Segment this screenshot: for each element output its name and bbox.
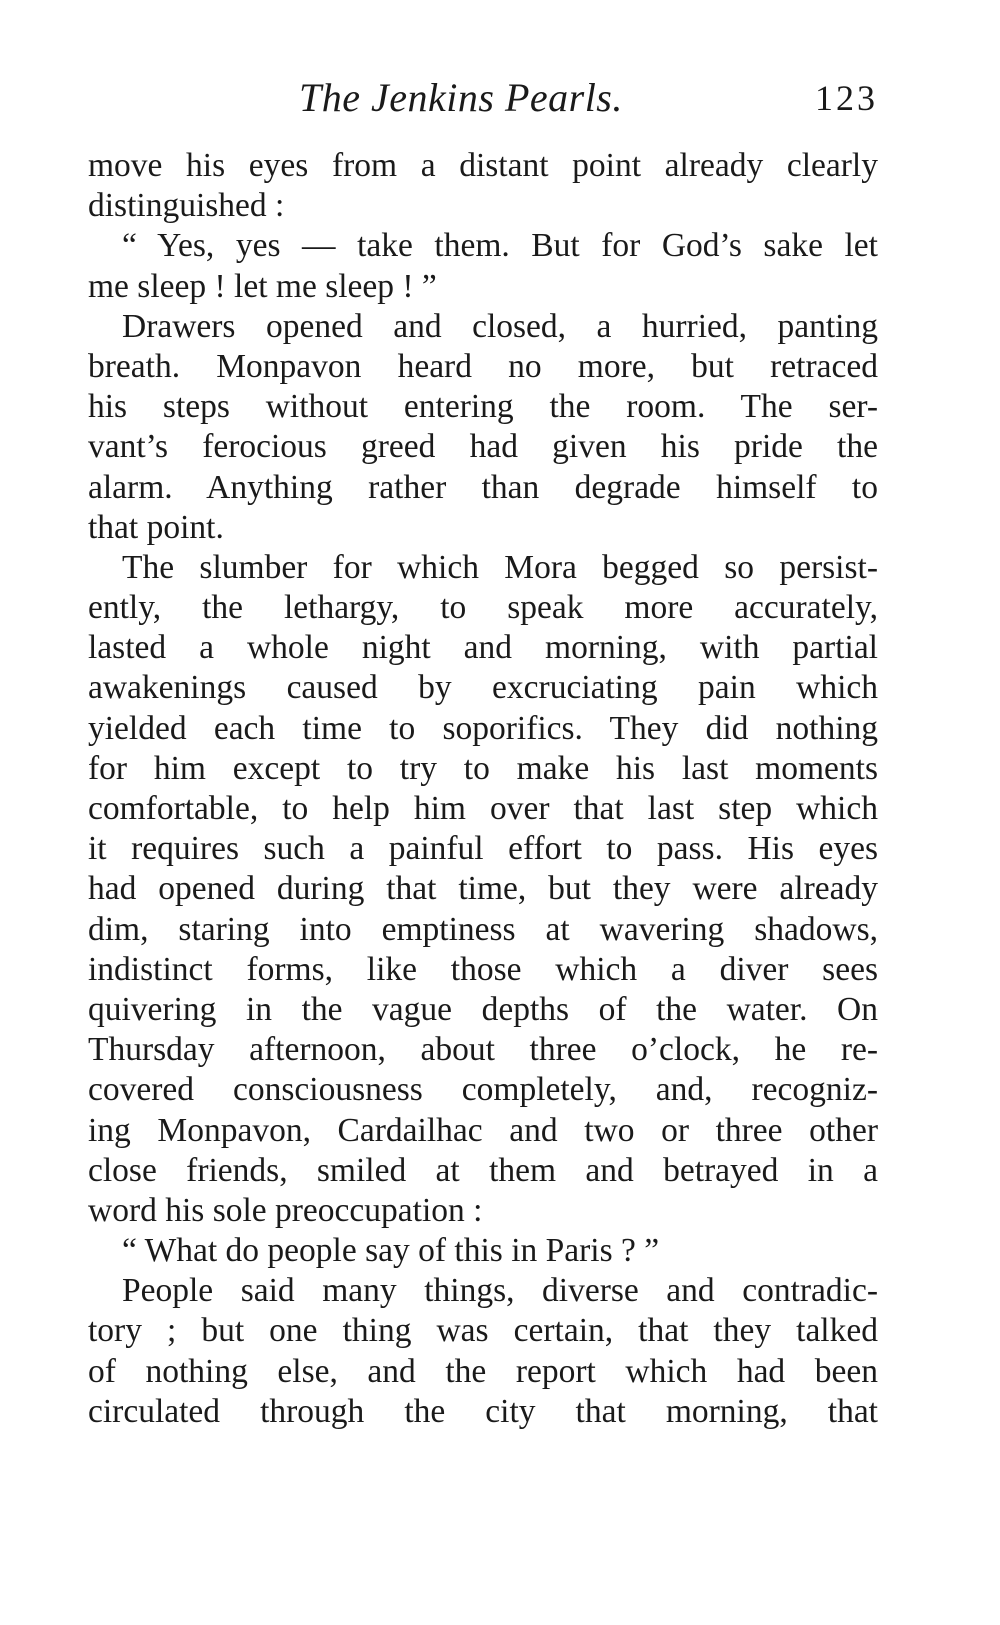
text-line: ing Monpavon, Cardailhac and two or three other	[88, 1111, 878, 1149]
text-line: alarm. Anything rather than degrade himself to	[88, 468, 878, 506]
body-text	[88, 146, 878, 1432]
text-line: distinguished :	[88, 187, 285, 225]
text-line: me sleep ! let me sleep ! ”	[88, 267, 437, 305]
text-line: “ Yes, yes — take them. But for God’s sake let	[122, 227, 878, 265]
text-line: quivering in the vague depths of the water. On	[88, 990, 878, 1028]
text-line: ently, the lethargy, to speak more accurately,	[88, 589, 878, 627]
page-number: 123	[815, 78, 878, 118]
text-line: move his eyes from a distant point already clearly	[88, 147, 878, 184]
text-line: The slumber for which Mora begged so persist-	[122, 548, 878, 586]
text-line: Drawers opened and closed, a hurried, panting	[122, 307, 878, 345]
text-line: People said many things, diverse and contradic-	[122, 1272, 878, 1310]
text-line: that point.	[88, 508, 224, 546]
text-line: “ What do people say of this in Paris ? ”	[122, 1232, 660, 1270]
text-line: had opened during that time, but they were already	[88, 870, 878, 908]
running-head	[88, 76, 878, 120]
text-line: close friends, smiled at them and betrayed in a	[88, 1151, 878, 1189]
text-line: for him except to try to make his last moments	[88, 749, 878, 787]
text-line: word his sole preoccupation :	[88, 1191, 483, 1229]
text-line: it requires such a painful effort to pass. His eyes	[88, 830, 878, 868]
text-line: of nothing else, and the report which had been	[88, 1352, 878, 1390]
text-line: breath. Monpavon heard no more, but retraced	[88, 347, 878, 385]
text-line: covered consciousness completely, and, recogniz-	[88, 1071, 878, 1109]
text-line: lasted a whole night and morning, with partial	[88, 629, 878, 667]
text-line: dim, staring into emptiness at wavering shadows,	[88, 910, 878, 948]
text-line: circulated through the city that morning, that	[88, 1392, 878, 1430]
text-line: Thursday afternoon, about three o’clock, he re-	[88, 1031, 878, 1069]
text-line: indistinct forms, like those which a diver sees	[88, 950, 878, 988]
text-line: awakenings caused by excruciating pain which	[88, 669, 878, 707]
text-line: yielded each time to soporifics. They did nothing	[88, 709, 878, 747]
running-title: The Jenkins Pearls.	[299, 75, 623, 120]
text-line: his steps without entering the room. The ser-	[88, 388, 878, 426]
text-line: vant’s ferocious greed had given his pride the	[88, 428, 878, 466]
text-line: comfortable, to help him over that last step which	[88, 790, 878, 827]
text-line: tory ; but one thing was certain, that they talked	[88, 1312, 878, 1350]
